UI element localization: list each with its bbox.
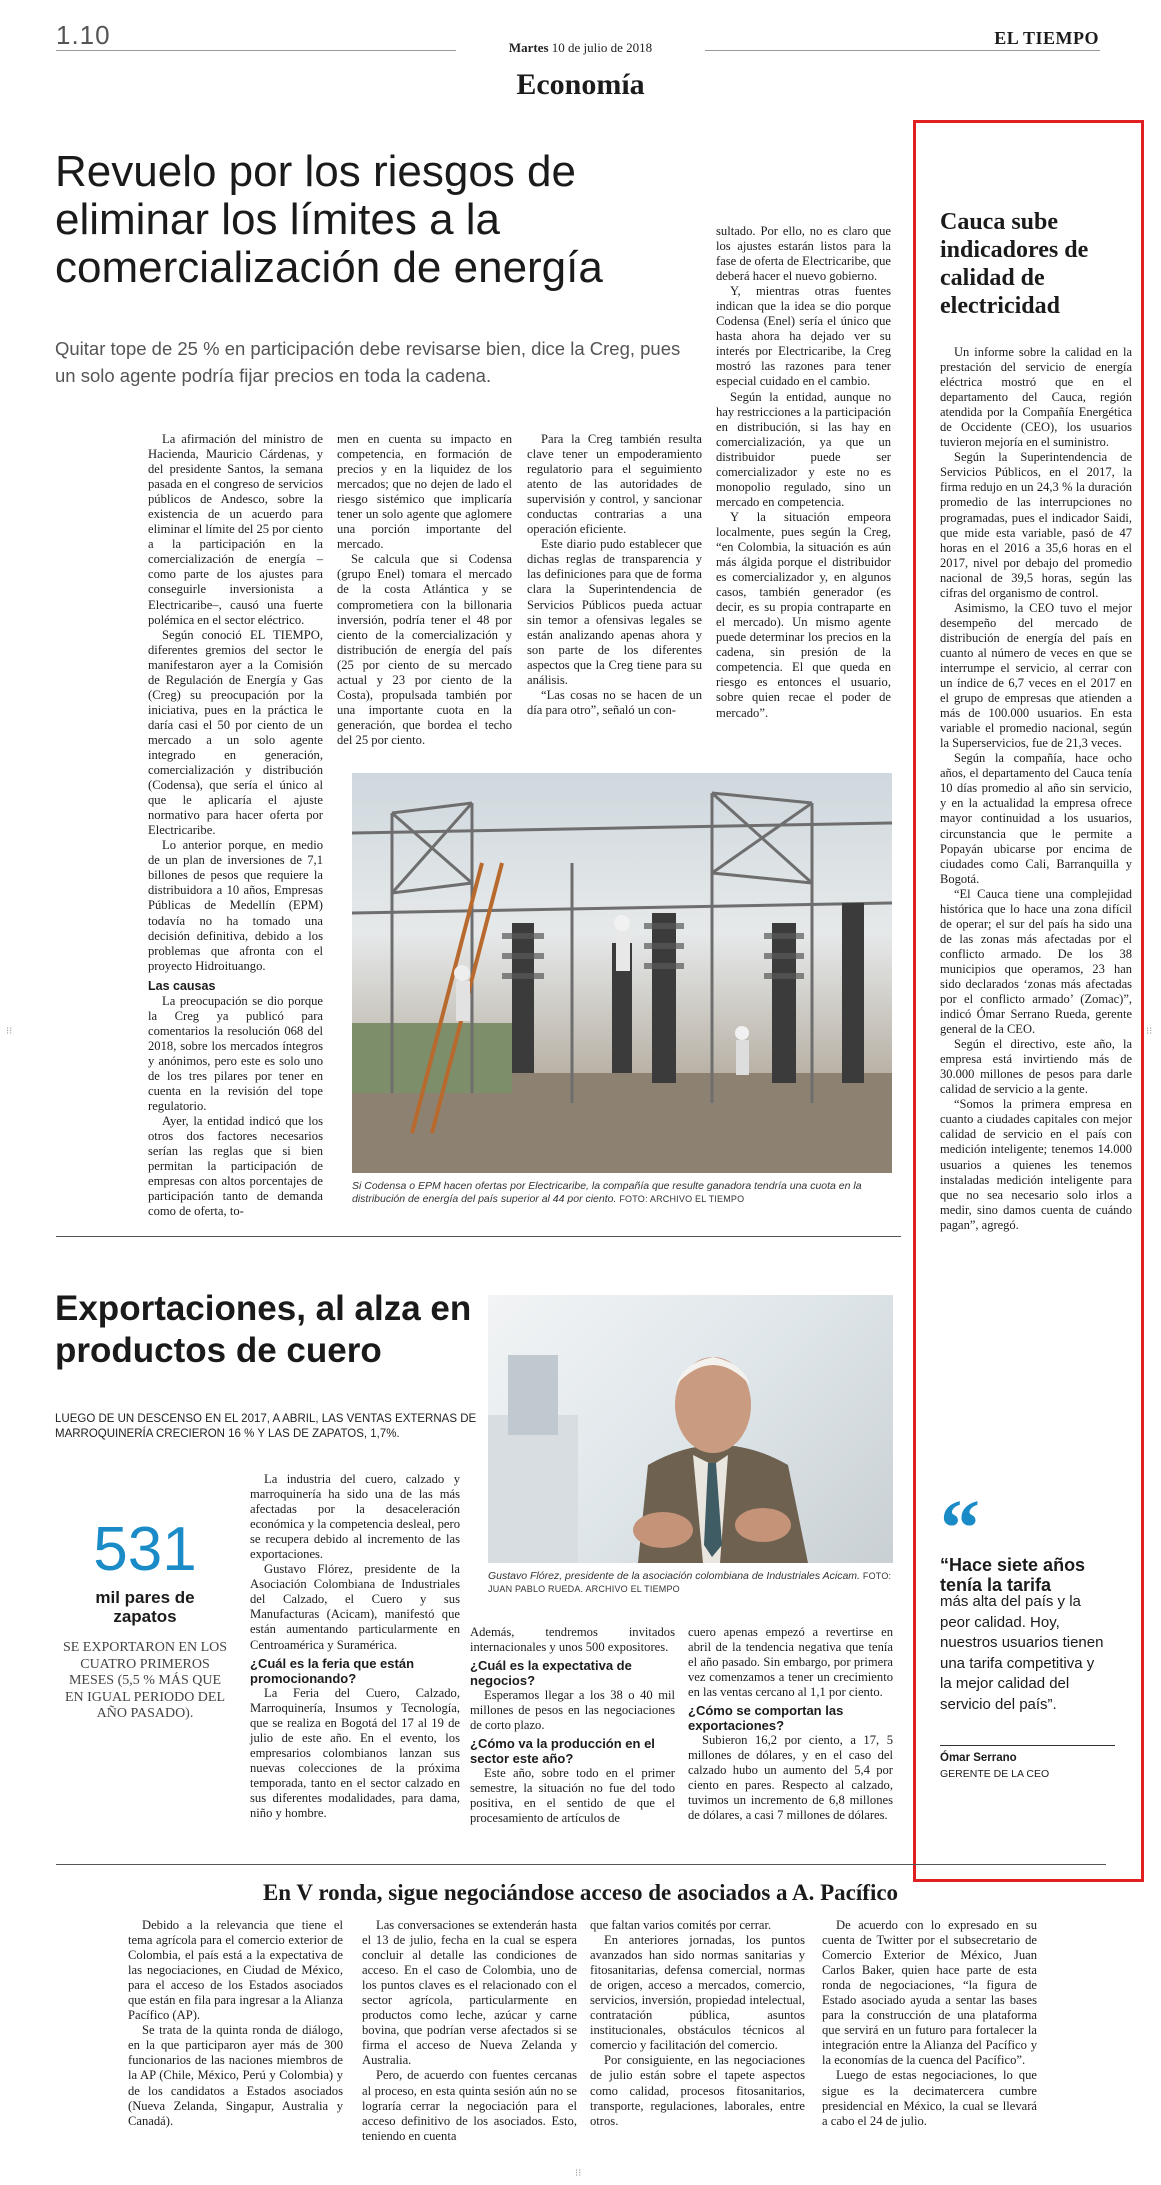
portrait-caption — [488, 1570, 893, 1596]
main-column-3 — [527, 432, 702, 718]
dateline — [0, 40, 1161, 56]
paragraph: Para la Creg también resulta clave tener un empoderamiento regulatorio para el seguimiento atento de las autoridades de supervisión y control, y sancionar conductas contrarias a una operación eficiente. — [527, 432, 702, 537]
paragraph: La industria del cuero, calzado y marroquinería ha sido una de las más afectadas por la desaceleración económica y la competencia desleal, pero se recupera debido al incremento de las exportaciones. — [250, 1472, 460, 1562]
main-photo-caption — [352, 1180, 892, 1206]
third-column-3 — [590, 1918, 805, 2129]
second-column-2 — [470, 1625, 675, 1826]
paragraph: “Somos la primera empresa en cuanto a ciudades capitales con mejor calidad de servicio en el país con medición inteligente; tenemos 14.000 usuarios a quienes les tenemos instaladas medición inteligente para que no sea necesario solo irlos a medir, sino damos cuenta de cuándo pagan”, agregó. — [940, 1097, 1132, 1232]
quote-role: GERENTE DE LA CEO — [940, 1768, 1050, 1780]
portrait-illustration — [488, 1295, 893, 1563]
page-number: 1.10 — [56, 20, 111, 50]
substation-photo — [352, 773, 892, 1173]
paragraph: Se trata de la quinta ronda de diálogo, en la que participaron ayer más de 300 funcionarios de las naciones miembros de la AP (Chile, México, Perú y Colombia) y de los candidatos a Estados asociados (Nueva Zelanda, Singapur, Australia y Canadá). — [128, 2023, 343, 2128]
quote-icon: “ — [940, 1485, 980, 1573]
third-column-4 — [822, 1918, 1037, 2129]
big-number-subtext: SE EXPORTARON EN LOS CUATRO PRIMEROS MESES (5,5 % MÁS QUE EN IGUAL PERIODO DEL AÑO PASADO). — [62, 1640, 228, 1721]
paragraph: “El Cauca tiene una complejidad histórica que lo hace una zona difícil de operar; el sur del país ha sido una de las zonas más afectadas por el conflicto armado. De los 38 municipios que operamos, 23 han sido declarados ‘zonas más afectadas por el conflicto armado’ (Zomac)”, indicó Ómar Serrano Rueda, gerente general de la CEO. — [940, 886, 1132, 1037]
paragraph: Asimismo, la CEO tuvo el mejor desempeño del mercado de distribución de energía del país en cuanto al número de veces en que se interrumpe el servicio, al cerrar con un índice de 6,7 veces en el 2017 en el grupo de empresas que atienden a más de 100.000 usuarios. En esta variable el promedio nacional, según la Superservicios, fue de 21,3 veces. — [940, 600, 1132, 751]
second-kicker: LUEGO DE UN DESCENSO EN EL 2017, A ABRIL, LAS VENTAS EXTERNAS DE MARROQUINERÍA CRECIERON 16 % Y LAS DE ZAPATOS, 1,7%. — [55, 1413, 477, 1440]
paragraph: Debido a la relevancia que tiene el tema agrícola para el comercio exterior de Colombia, el país está a la expectativa de las negociaciones, en Ciudad de México, para el acceso de los Estados asociados que están en fila para ingresar a la Alianza Pacífico (AP). — [128, 1918, 343, 2023]
brand-logo: EL TIEMPO — [994, 28, 1099, 48]
crop-mark-bottom: ⁝⁝ — [575, 2168, 582, 2179]
paragraph: Gustavo Flórez, presidente de la Asociación Colombiana de Industriales del Calzado, el Cuero y sus Manufacturas (Acicam), manifestó que están aumentando particularmente en Centroamérica y Suramérica. — [250, 1562, 460, 1652]
interview-question: ¿Cuál es la feria que están promocionando? — [250, 1655, 415, 1686]
paragraph: La afirmación del ministro de Hacienda, Mauricio Cárdenas, y del presidente Santos, la semana pasada en el congreso de servicios públicos de Andesco, sobre la existencia de un acuerdo para eliminar el límite del 25 por ciento a la participación en la comercialización de energía –como parte de los ajustes para conseguirle inversionista a Electricaribe–, causó una fuerte polémica en el sector eléctrico. — [148, 432, 323, 627]
paragraph: “Las cosas no se hacen de un día para otro”, señaló un con- — [527, 687, 702, 717]
paragraph: La preocupación se dio porque la Creg ya publicó para comentarios la resolución 068 del 2018, sobre los mercados íntegros y anónimos, pero este es solo uno de los tres pilares por tener en cuenta en la revisión del tope regulatorio. — [148, 993, 323, 1114]
caption-text: Si Codensa o EPM hacen ofertas por Electricaribe, la compañía que resulte ganadora tendría una cuota en la distribución de energía del país superior al 44 por ciento. — [352, 1180, 862, 1205]
photo-credit: FOTO: ARCHIVO EL TIEMPO — [619, 1194, 745, 1204]
dateline-date: 10 de julio de 2018 — [551, 40, 653, 55]
section-title: Economía — [516, 68, 645, 101]
quote-author: Ómar Serrano — [940, 1752, 1017, 1764]
sidebar-body — [940, 345, 1132, 1233]
paragraph: sultado. Por ello, no es claro que los ajustes estarán listos para la fase de oferta de Electricaribe, que deberá hacer el nuevo gobierno. — [716, 224, 891, 284]
photo-credit: FOTO: JUAN PABLO RUEDA. ARCHIVO EL TIEMPO — [488, 1571, 892, 1594]
main-column-1 — [148, 432, 323, 1219]
paragraph: De acuerdo con lo expresado en su cuenta de Twitter por el subsecretario de Comercio Exterior de México, Juan Carlos Baker, quien hace parte de esta ronda de negociaciones, “la figura de Estado asociado ayuda a sentar las bases para la construcción de una plataforma que servirá en un futuro para fortalecer la integración entre la Alianza del Pacífico y la economías de la cuenca del Pacífico”. — [822, 1918, 1037, 2068]
sidebar-title: Cauca sube indicadores de calidad de electricidad — [940, 209, 1089, 319]
paragraph: Y, mientras otras fuentes indican que la idea se dio porque Codensa (Enel) sería el único que hasta ahora ha dejado ver su interés por Electricaribe, la Creg mostró las razones para tener especial cuidado en el cambio. — [716, 284, 891, 389]
quote-rule — [940, 1745, 1115, 1746]
story-divider — [56, 1236, 901, 1237]
paragraph: Lo anterior porque, en medio de un plan de inversiones de 7,1 billones de pesos que requiere la distribuidora a 10 años, Empresas Públicas de Medellín (EPM) todavía no ha tomado una decisión definitiva, debido a los problemas que afronta con el proyecto Hidroituango. — [148, 838, 323, 973]
paragraph: Ayer, la entidad indicó que los otros dos factores necesarios serían las reglas que si bien permitan la participación de empresas con altos porcentajes de participación tanto de demanda como de oferta, to- — [148, 1114, 323, 1219]
crop-mark-left: ⁝⁝ — [6, 1026, 13, 1037]
interview-question: ¿Cuál es la expectativa de negocios? — [470, 1658, 632, 1689]
main-deck: Quitar tope de 25 % en participación debe revisarse bien, dice la Creg, pues un solo agente podría fijar precios en toda la cadena. — [55, 338, 681, 386]
paragraph: Además, tendremos invitados internacionales y unos 500 expositores. — [470, 1625, 675, 1655]
paragraph: Y la situación empeora localmente, pues según la Creg, “en Colombia, la situación es aún más álgida porque el distribuidor es comercializador y, en algunos casos, también generador (es decir, es su propia contraparte en el mercado). Un mismo agente puede determinar los precios en la cadena, sin presión de la competencia. El que queda en riesgo es entonces el usuario, sobre quien recae el poder de mercado”. — [716, 509, 891, 720]
header-rule-right — [705, 50, 1100, 51]
paragraph: Según la compañía, hace ocho años, el departamento del Cauca tenía 10 días promedio al año sin servicio, y en la actualidad la empresa ofrece mayor continuidad a los usuarios, circunstancia que le permite a Popayán ubicarse por encima de ciudades como Cali, Barranquilla y Bogotá. — [940, 751, 1132, 886]
dateline-day: Martes — [508, 40, 549, 55]
paragraph: Según conoció EL TIEMPO, diferentes gremios del sector le manifestaron ayer a la Comisión de Regulación de Energía y Gas (Creg) su preocupación por la iniciativa, pues en la práctica le daría casi el 50 por ciento de un mercado a un solo agente integrado en generación, comercialización y distribución (Codensa), que sería el único al que le aplicaría el ajuste normativo para hacer oferta por Electricaribe. — [148, 627, 323, 838]
interview-question: ¿Cómo se comportan las exportaciones? — [688, 1703, 844, 1734]
paragraph: Las conversaciones se extenderán hasta el 13 de julio, fecha en la cual se espera concluir al detalle las condiciones de acceso. En el caso de Colombia, uno de los puntos claves es el relacionado con el sector agrícola, particularmente en productos como leche, azúcar y carne bovina, que podrían verse afectados si se firma el acceso de Nueva Zelanda y Australia. — [362, 1918, 577, 2068]
big-number: 531 — [93, 1515, 197, 1584]
big-number-label: mil pares de zapatos — [95, 1588, 195, 1626]
third-column-2 — [362, 1918, 577, 2144]
paragraph: Según la Superintendencia de Servicios Públicos, en el 2017, la firma redujo en un 24,3 % la duración promedio de las interrupciones no programadas, pues el indicador Saidi, que mide esta variable, pasó de 47 horas en el 2016 a 35,6 horas en el 2017, nivel por debajo del promedio nacional de 39,5 horas, según las cifras del organismo de control. — [940, 450, 1132, 600]
third-column-1 — [128, 1918, 343, 2129]
paragraph: Este año, sobre todo en el primer semestre, la situación no fue del todo positiva, en el sentido de que el procesamiento de artículos de — [470, 1766, 675, 1826]
paragraph: Un informe sobre la calidad en la prestación del servicio de energía eléctrica mostró que en el departamento del Cauca, región atendida por la Compañía Energética de Occidente (CEO), los usuarios tuvieron mejoría en el suministro. — [940, 345, 1132, 450]
portrait-photo — [488, 1295, 893, 1563]
paragraph: cuero apenas empezó a revertirse en abril de la tendencia negativa que tenía el año pasado. Sin embargo, por primera vez comenzamos a tener un crecimiento en las ventas cercano al 1,1 por ciento. — [688, 1625, 893, 1700]
third-headline: En V ronda, sigue negociándose acceso de asociados a A. Pacífico — [262, 1880, 899, 1905]
paragraph: Esperamos llegar a los 38 o 40 mil millones de pesos en las negociaciones de corto plazo. — [470, 1688, 675, 1733]
crop-mark-right: ⁝⁝ — [1146, 1026, 1153, 1037]
main-column-4 — [716, 224, 891, 721]
main-column-2 — [337, 432, 512, 748]
paragraph: Se calcula que si Codensa (grupo Enel) tomara el mercado de la costa Atlántica y se comprometiera con la billonaria inversión, podría tener el 48 por ciento de la comercialización y distribución de energía del país (25 por ciento de su mercado actual y 23 por ciento de la Costa), propulsada también por una importante cuota en la generación, que bordea el techo del 25 por ciento. — [337, 552, 512, 747]
interview-question: ¿Cómo va la producción en el sector este año? — [470, 1736, 655, 1767]
second-column-1 — [250, 1472, 460, 1821]
story-divider-bottom — [56, 1864, 1106, 1865]
substation-illustration — [352, 773, 892, 1173]
paragraph: que faltan varios comités por cerrar. — [590, 1918, 772, 1932]
paragraph: Luego de estas negociaciones, lo que sigue es la decimatercera cumbre presidencial en México, la cual se llevará a cabo el 24 de julio. — [822, 2068, 1037, 2128]
second-column-3 — [688, 1625, 893, 1824]
caption-text: Gustavo Flórez, presidente de la asociación colombiana de Industriales Acicam. — [488, 1570, 860, 1582]
paragraph: Según el directivo, este año, la empresa está invirtiendo más de 30.000 millones de pesos para darle calidad de servicio a la gente. — [940, 1037, 1132, 1097]
main-headline: Revuelo por los riesgos de eliminar los límites a la comercialización de energía — [55, 147, 603, 292]
paragraph: men en cuenta su impacto en competencia, en formación de precios y en la liquidez de los mercados; que no dejen de lado el riesgo sistémico que implicaría tener un solo agente que aglomere una porción importante del mercado. — [337, 432, 512, 552]
paragraph: Por consiguiente, en las negociaciones de julio están sobre el tapete aspectos como calidad, procesos fitosanitarios, transporte, regulaciones, laborales, entre otros. — [590, 2053, 805, 2128]
paragraph: Este diario pudo establecer que dichas reglas de transparencia y las definiciones para que de forma clara la Superintendencia de Servicios Públicos pueda actuar sin temor a ofensivas legales se están analizando apenas ahora y son parte de los diferentes aspectos que la Creg tiene para su análisis. — [527, 537, 702, 687]
paragraph: En anteriores jornadas, los puntos avanzados han sido normas sanitarias y fitosanitarias, defensa comercial, normas de origen, acceso a mercados, comercio, servicios, inversión, propiedad intelectual, contratación pública, asuntos institucionales, obstáculos técnicos al comercio y facilitación del comercio. — [590, 1933, 805, 2053]
quote-lead: “Hace siete años tenía la tarifa — [940, 1555, 1086, 1595]
paragraph: La Feria del Cuero, Calzado, Marroquinería, Insumos y Tecnología, que se realiza en Bogotá del 17 al 19 de julio de este año. En el evento, los empresarios colombianos lanzan sus nuevas colecciones de la próxima temporada, tanto en el sector calzado en sus diferentes modalidades, para dama, niño y hombre. — [250, 1685, 460, 1820]
subhead: Las causas — [148, 978, 216, 993]
paragraph: Pero, de acuerdo con fuentes cercanas al proceso, en esta quinta sesión aún no se lograría cerrar la negociación para el acceso definitivo de los asociados. Esto, teniendo en cuenta — [362, 2068, 577, 2143]
paragraph: Según la entidad, aunque no hay restricciones a la participación en distribución, si las hay en comercialización, ya que un distribuidor puede ser comercializador y este no es monopolio regulado, sino un mercado en competencia. — [716, 389, 891, 509]
quote-body: más alta del país y la peor calidad. Hoy, nuestros usuarios tienen una tarifa competitiva y la mejor calidad del servicio del país”. — [940, 1593, 1104, 1713]
header-rule-left — [56, 50, 456, 51]
paragraph: Subieron 16,2 por ciento, a 17, 5 millones de dólares, y en el caso del calzado hubo un aumento del 5,4 por ciento en pares. Respecto al calzado, tuvimos un incremento de 6,8 millones de dólares, a casi 7 millones de dólares. — [688, 1733, 893, 1823]
second-headline: Exportaciones, al alza en productos de cuero — [55, 1289, 472, 1370]
